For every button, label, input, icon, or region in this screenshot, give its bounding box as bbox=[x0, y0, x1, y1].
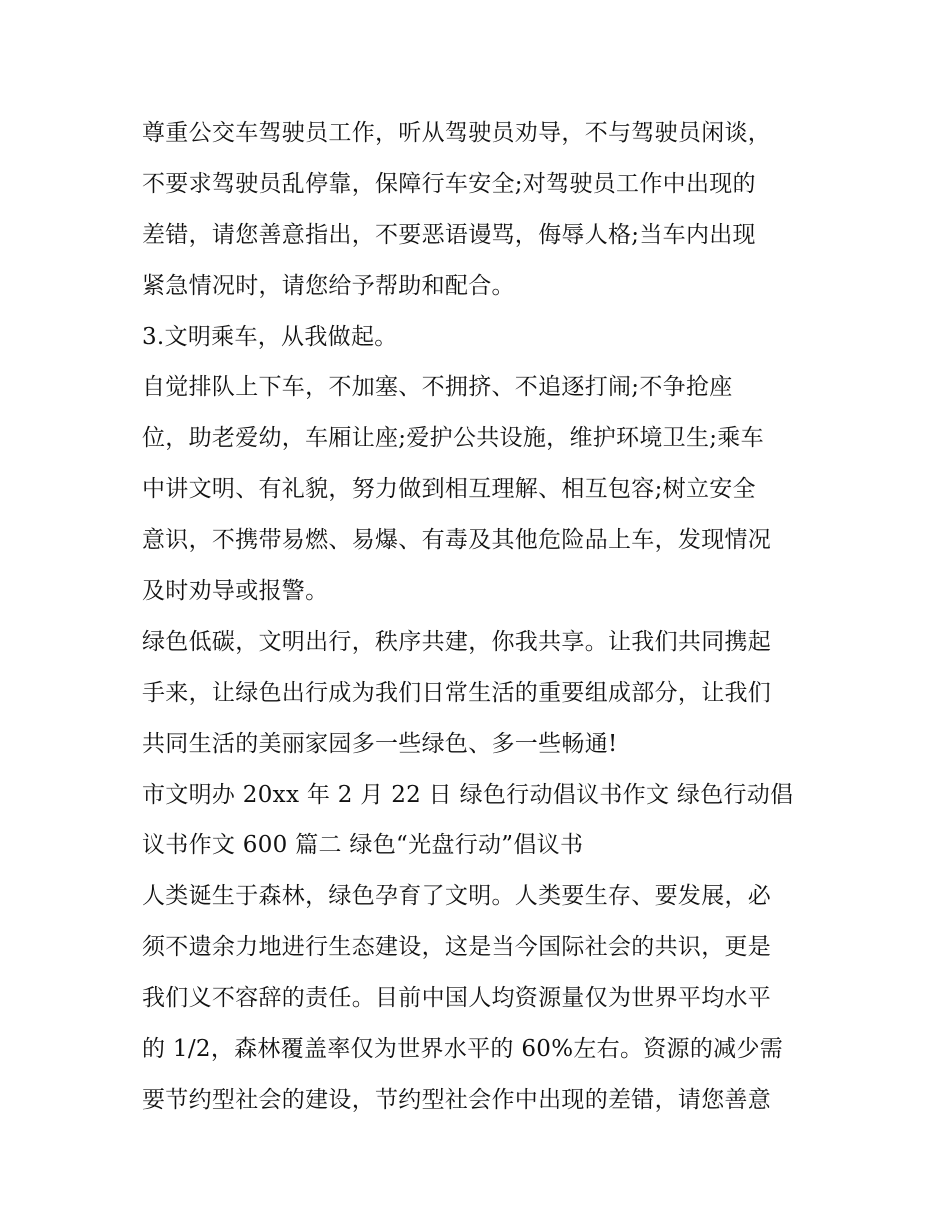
text-line: 尊重公交车驾驶员工作，听从驾驶员劝导，不与驾驶员闲谈， bbox=[142, 120, 772, 146]
text-line: 中讲文明、有礼貌，努力做到相互理解、相互包容;树立安全 bbox=[142, 476, 756, 503]
text-line: 我们义不容辞的责任。目前中国人均资源量仅为世界平均水平 bbox=[142, 985, 772, 1012]
text-line: 须不遗余力地进行生态建设，这是当今国际社会的共识，更是 bbox=[142, 934, 772, 961]
text-line: 不要求驾驶员乱停靠，保障行车安全;对驾驶员工作中出现的 bbox=[142, 170, 756, 197]
text-line: 手来，让绿色出行成为我们日常生活的重要组成部分，让我们 bbox=[142, 679, 772, 706]
text-line: 人类诞生于森林，绿色孕育了文明。人类要生存、要发展，必 bbox=[142, 883, 772, 910]
article-title-line: 议书作文 600 篇二 绿色“光盘行动”倡议书 bbox=[142, 832, 584, 859]
document-body bbox=[142, 108, 822, 1126]
text-line: 位，助老爱幼，车厢让座;爱护公共设施，维护环境卫生;乘车 bbox=[142, 425, 764, 452]
text-line: 共同生活的美丽家园多一些绿色、多一些畅通! bbox=[142, 730, 618, 757]
text-line: 要节约型社会的建设，节约型社会作中出现的差错，请您善意 bbox=[142, 1086, 772, 1113]
text-line: 的 1/2，森林覆盖率仅为世界水平的 60%左右。资源的减少需 bbox=[142, 1036, 784, 1063]
text-line: 绿色低碳，文明出行，秩序共建，你我共享。让我们共同携起 bbox=[142, 628, 772, 655]
text-line: 意识，不携带易燃、易爆、有毒及其他危险品上车，发现情况 bbox=[142, 527, 772, 554]
text-line: 自觉排队上下车，不加塞、不拥挤、不追逐打闹;不争抢座 bbox=[142, 374, 733, 401]
text-line: 差错，请您善意指出，不要恶语谩骂，侮辱人格;当车内出现 bbox=[142, 221, 756, 248]
text-line: 紧急情况时，请您给予帮助和配合。 bbox=[142, 272, 515, 299]
section-heading: 3.文明乘车，从我做起。 bbox=[142, 323, 398, 350]
signature-line: 市文明办 20xx 年 2 月 22 日 绿色行动倡议书作文 绿色行动倡 bbox=[142, 781, 794, 808]
text-line: 及时劝导或报警。 bbox=[142, 578, 329, 605]
